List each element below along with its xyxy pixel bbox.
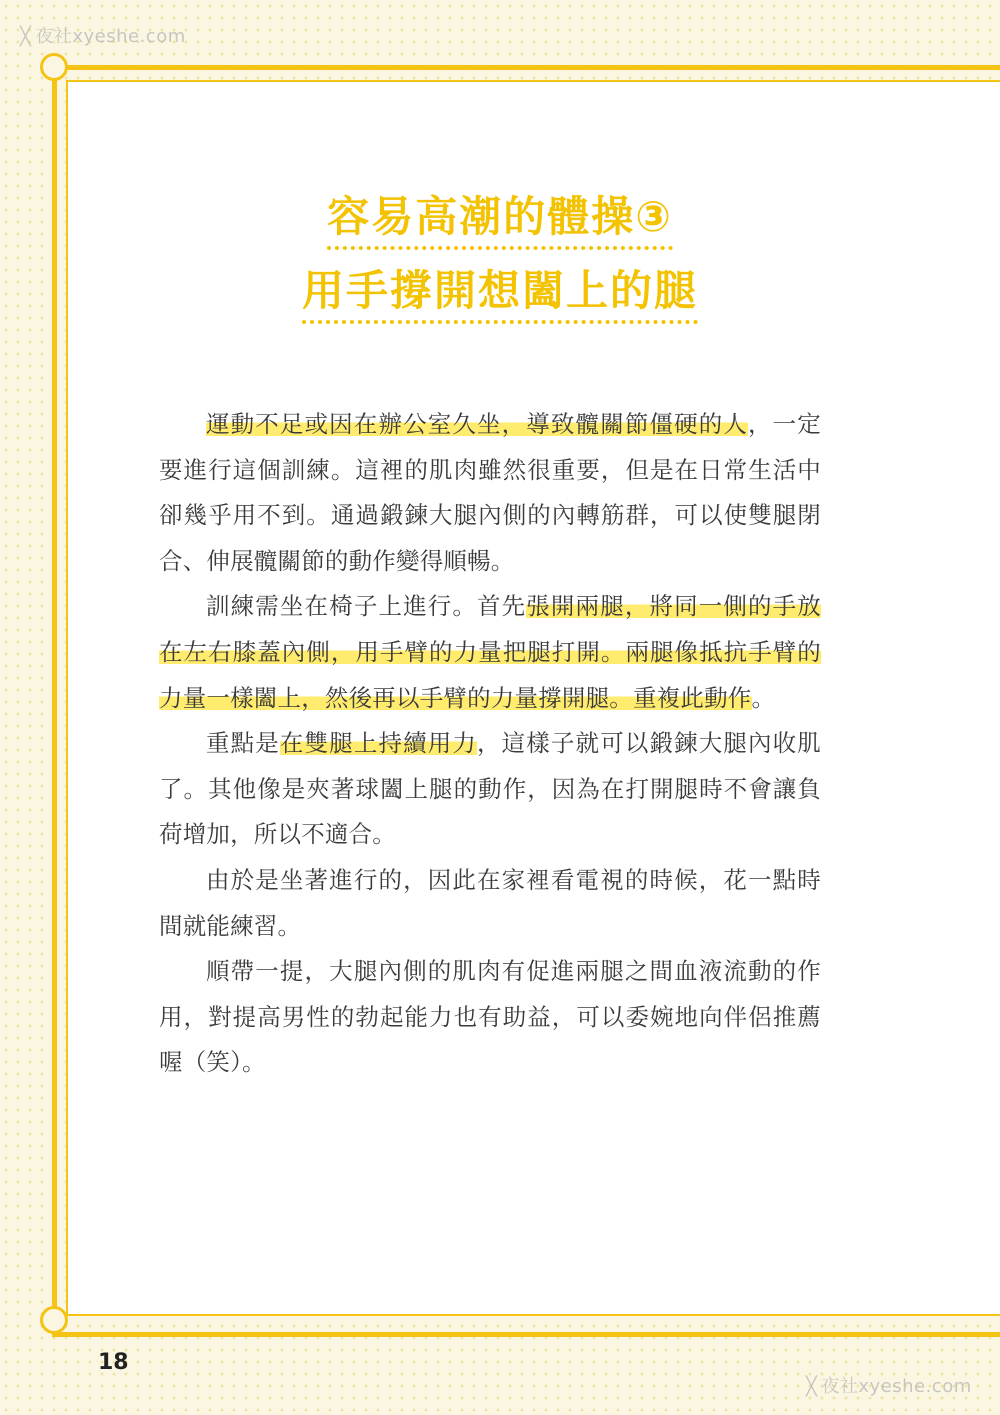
watermark-top-left [20, 22, 186, 48]
title-row-2 [0, 266, 1000, 324]
x-logo-icon: ╳ [20, 26, 32, 47]
watermark-bottom-right [806, 1372, 972, 1398]
watermark-text: 夜社xyeshe.com [35, 26, 186, 47]
title-line-2: 用手撐開想闔上的腿 [302, 266, 698, 324]
frame-corner-ornament [40, 1306, 68, 1334]
paragraph [159, 858, 821, 949]
highlighted-text: 在雙腿上持續用力 [279, 729, 478, 758]
frame-corner-ornament [40, 53, 68, 81]
body-text [159, 402, 821, 1086]
highlighted-text: 運動不足或因在辦公室久坐，導致髖關節僵硬的人 [206, 410, 749, 438]
highlighted-text: 張開兩腿，將同一側的手放在左右膝蓋內側，用手臂的力量把腿打開。兩腿像抵抗手臂的力量一樣闔上，然後再以手臂的力量撐開腿。重複此動作 [159, 592, 821, 712]
body-text-segment: ，這樣子就可以鍛鍊大腿內收肌了。其他像是夾著球闔上腿的動作，因為在打開腿時不會讓負荷增加，所以不適合。 [159, 729, 821, 849]
paragraph [159, 949, 821, 1086]
body-text-segment: 訓練需坐在椅子上進行。首先 [206, 592, 527, 621]
paragraph [159, 402, 821, 584]
paragraph [159, 721, 821, 858]
body-text-segment: 。 [751, 683, 776, 712]
title-row-1 [0, 192, 1000, 250]
body-text-segment: 由於是坐著進行的，因此在家裡看電視的時候，花一點時間就能練習。 [159, 865, 821, 940]
watermark-text: 夜社xyeshe.com [821, 1376, 972, 1397]
body-text-segment: ，一定要進行這個訓練。這裡的肌肉雖然很重要，但是在日常生活中卻幾乎用不到。通過鍛鍊大腿內側的內轉筋群，可以使雙腿閉合、伸展髖關節的動作變得順暢。 [159, 410, 821, 575]
page-number: 18 [98, 1350, 129, 1375]
paragraph [159, 584, 821, 721]
body-text-segment: 重點是 [206, 729, 280, 758]
title-line-1: 容易高潮的體操③ [327, 192, 673, 250]
body-text-segment: 順帶一提，大腿內側的肌肉有促進兩腿之間血液流動的作用，對提高男性的勃起能力也有助益，可以委婉地向伴侶推薦喔（笑）。 [159, 957, 821, 1077]
x-logo-icon: ╳ [806, 1376, 818, 1397]
